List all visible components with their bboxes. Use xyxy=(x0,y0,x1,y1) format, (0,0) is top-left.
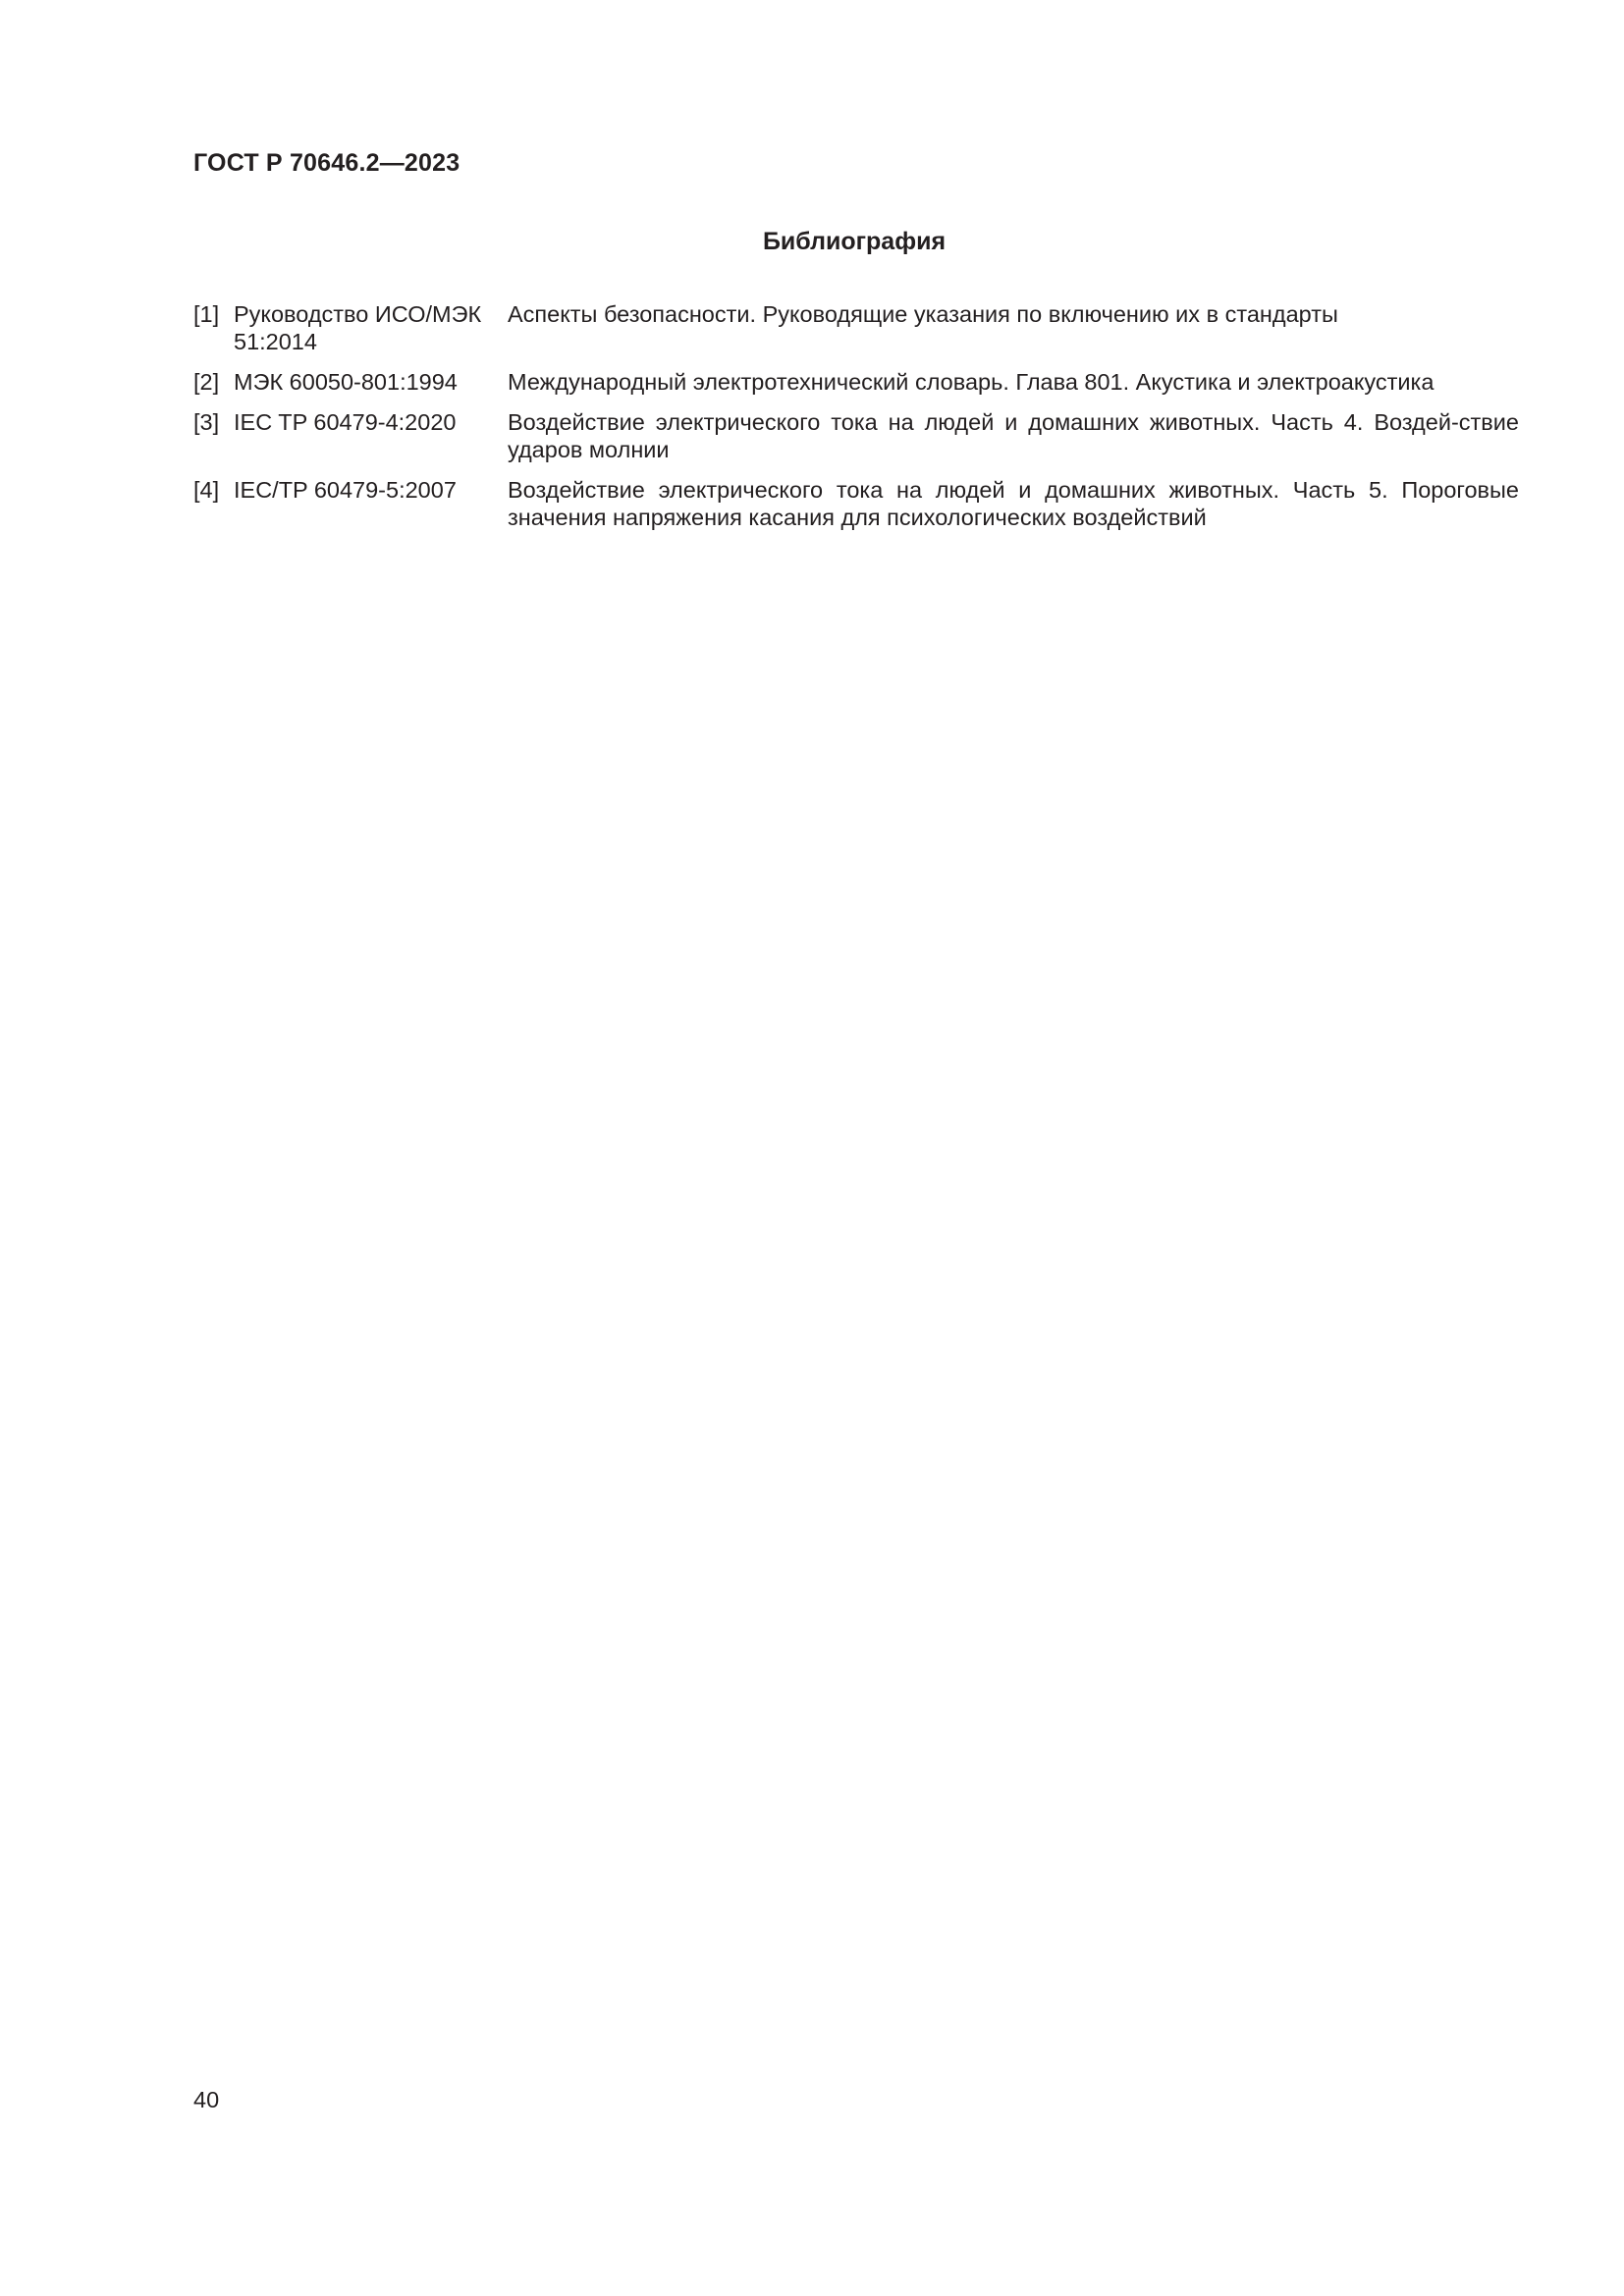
bibliography-entry-title: Воздействие электрического тока на людей и домашних животных. Часть 4. Воздей-ствие ударов молнии xyxy=(508,409,1519,462)
page-number: 40 xyxy=(193,2087,220,2112)
bibliography-entry xyxy=(193,368,1519,396)
bibliography-list xyxy=(193,300,1519,544)
bibliography-entry xyxy=(193,476,1519,531)
bibliography-entry xyxy=(193,408,1519,463)
section-title: Библиография xyxy=(762,228,947,255)
bibliography-entry-number: [3] xyxy=(193,409,220,435)
bibliography-entry-reference: Руководство ИСО/МЭК 51:2014 xyxy=(234,301,482,354)
bibliography-entry-number: [1] xyxy=(193,301,220,327)
bibliography-entry-number: [2] xyxy=(193,369,220,395)
document-header: ГОСТ Р 70646.2—2023 xyxy=(193,149,460,177)
bibliography-entry xyxy=(193,300,1519,355)
bibliography-entry-reference: IEC/TP 60479-5:2007 xyxy=(234,477,457,503)
bibliography-entry-number: [4] xyxy=(193,477,220,503)
bibliography-entry-title: Воздействие электрического тока на людей и домашних животных. Часть 5. Пороговые значения напряжения касания для психологических воздействий xyxy=(508,477,1519,530)
bibliography-entry-reference: IEC TP 60479-4:2020 xyxy=(234,409,457,435)
bibliography-entry-title: Аспекты безопасности. Руководящие указания по включению их в стандарты xyxy=(508,301,1338,327)
bibliography-entry-reference: МЭК 60050-801:1994 xyxy=(234,369,458,395)
bibliography-entry-title: Международный электротехнический словарь. Глава 801. Акустика и электроакустика xyxy=(508,369,1435,395)
